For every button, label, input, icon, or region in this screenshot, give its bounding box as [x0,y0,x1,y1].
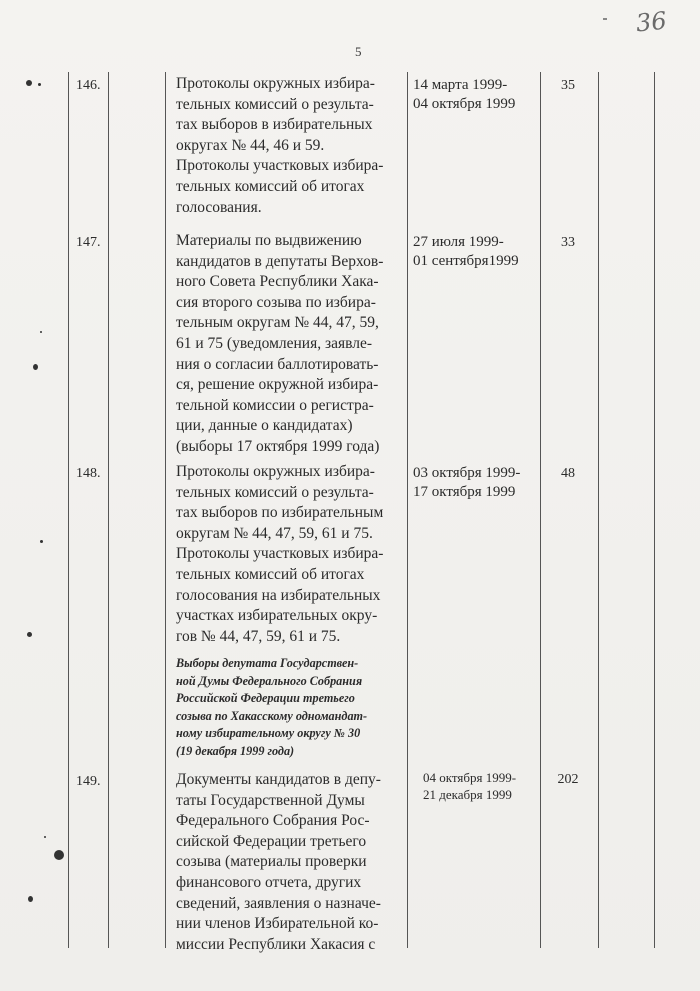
row-dates: 04 октября 1999- 21 декабря 1999 [423,770,517,802]
table-border-right [654,72,655,948]
row-number: 147. [76,235,101,250]
scan-speck [28,896,33,902]
table-column-divider [598,72,599,948]
table-column-divider [407,72,408,948]
row-number: 148. [76,466,101,481]
scan-speck [27,632,32,637]
section-heading: Выборы депутата Государствен- ной Думы Федерального Собрания Российской Федерации третьего созыва по Хакасскому одномандат- ному избирательному округу № 30 (19 декабря 1999 года) [176,656,368,758]
scan-speck [33,364,38,370]
archive-sheet-number: 36 [634,6,668,38]
scan-speck [44,836,46,838]
scan-speck [38,83,41,86]
row-description: Протоколы окружных избира- тельных комиссий о результа- тах выборов по избирательным округам № 44, 47, 59, 61 и 75. Протоколы участковых избира- тельных комиссий об итогах голосования на избирательных участках избирательных окру- гов № 44, 47, 59, 61 и 75. [176,463,384,645]
page-number: 5 [355,44,362,59]
table-column-divider [108,72,109,948]
row-description: Материалы по выдвижению кандидатов в депутаты Верхов- ного Совета Республики Хака- сия второго созыва по избира- тельным округам № 44, 47, 59, 61 и 75 (уведомления, заявле- ния о согласии баллотировать- ся, решение окружной избира- тельной комиссии о регистра- ции, данные о кандидатах) (выборы 17 октября 1999 года) [176,232,384,455]
scan-speck [40,540,43,543]
scan-speck [54,850,64,860]
row-dates: 14 марта 1999- 04 октября 1999 [413,77,516,112]
row-count: 202 [557,772,579,787]
row-count: 48 [561,466,575,481]
row-count: 33 [561,235,575,250]
table-border-left [68,72,69,948]
row-number: 146. [76,78,101,93]
row-count: 35 [561,78,575,93]
table-column-divider [540,72,541,948]
scan-speck [40,331,42,333]
row-dates: 27 июля 1999- 01 сентября1999 [413,234,519,269]
row-number: 149. [76,774,101,789]
scan-speck [26,80,32,86]
row-dates: 03 октября 1999- 17 октября 1999 [413,465,521,500]
row-description: Документы кандидатов в депу- таты Государственной Думы Федерального Собрания Рос- сийской Федерации третьего созыва (материалы проверки финансового отчета, других сведений, заявления о назначе- нии членов Избирательной ко- миссии Республики Хакасия с [176,771,381,953]
pencil-mark [603,18,607,20]
table-column-divider [165,72,166,948]
row-description: Протоколы окружных избира- тельных комиссий о результа- тах выборов в избирательных округах № 44, 46 и 59. Протоколы участковых избира- тельных комиссий об итогах голосования. [176,75,384,216]
